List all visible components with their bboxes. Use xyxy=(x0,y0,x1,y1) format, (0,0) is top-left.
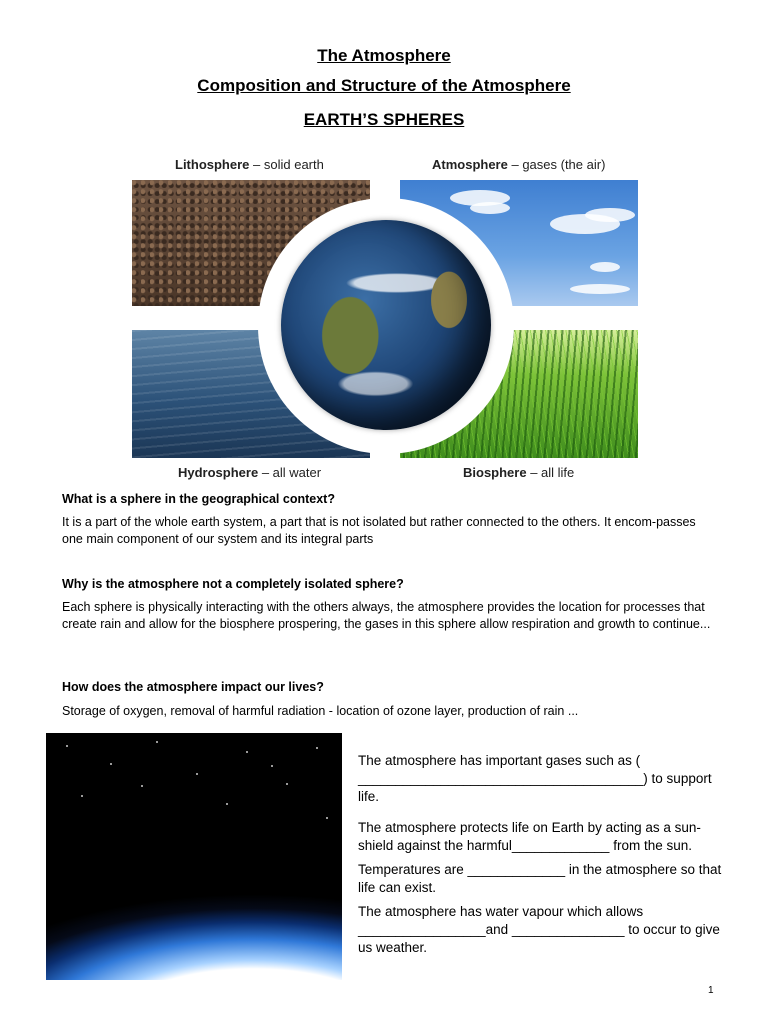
fill-in-4: The atmosphere has water vapour which allows _________________and _______________ to occur to give us weather. xyxy=(358,904,720,955)
earth-globe-image xyxy=(281,220,491,430)
atmosphere-label: Atmosphere xyxy=(432,157,508,172)
page-title: The Atmosphere xyxy=(317,46,451,65)
biosphere-label: Biosphere xyxy=(463,465,527,480)
atmosphere-from-space-image xyxy=(46,733,342,980)
biosphere-caption xyxy=(463,465,574,480)
page-subtitle: Composition and Structure of the Atmosphere xyxy=(197,76,571,95)
atmosphere-caption xyxy=(432,157,605,172)
fill-in-1: The atmosphere has important gases such as ( ______________________________________) to support life. xyxy=(358,753,712,804)
hydrosphere-label: Hydrosphere xyxy=(178,465,259,480)
answer-1: It is a part of the whole earth system, a part that is not isolated but rather connected to the others. It encom-passes one main component of our system and its integral parts xyxy=(62,515,696,546)
atmosphere-desc: – gases (the air) xyxy=(507,157,606,172)
page-number: 1 xyxy=(708,985,714,996)
lithosphere-label: Lithosphere xyxy=(175,157,250,172)
answer-2: Each sphere is physically interacting with the others always, the atmosphere provides the location for processes that create rain and allow for the biosphere prospering, the gases in this sphere allow respiration and growth to continue... xyxy=(62,600,711,631)
hydrosphere-desc: – all water xyxy=(258,465,322,480)
section-heading: EARTH’S SPHERES xyxy=(303,110,465,129)
biosphere-desc: – all life xyxy=(526,465,575,480)
hydrosphere-caption xyxy=(178,465,321,480)
question-1: What is a sphere in the geographical context? xyxy=(62,492,335,506)
fill-in-2: The atmosphere protects life on Earth by acting as a sun-shield against the harmful_____________ from the sun. xyxy=(358,820,701,853)
question-2: Why is the atmosphere not a completely isolated sphere? xyxy=(62,577,404,591)
answer-3: Storage of oxygen, removal of harmful radiation - location of ozone layer, production of rain ... xyxy=(62,704,579,718)
fill-in-3: Temperatures are _____________ in the atmosphere so that life can exist. xyxy=(358,862,722,895)
lithosphere-caption xyxy=(175,157,324,172)
lithosphere-desc: – solid earth xyxy=(249,157,324,172)
question-3: How does the atmosphere impact our lives? xyxy=(62,680,324,694)
